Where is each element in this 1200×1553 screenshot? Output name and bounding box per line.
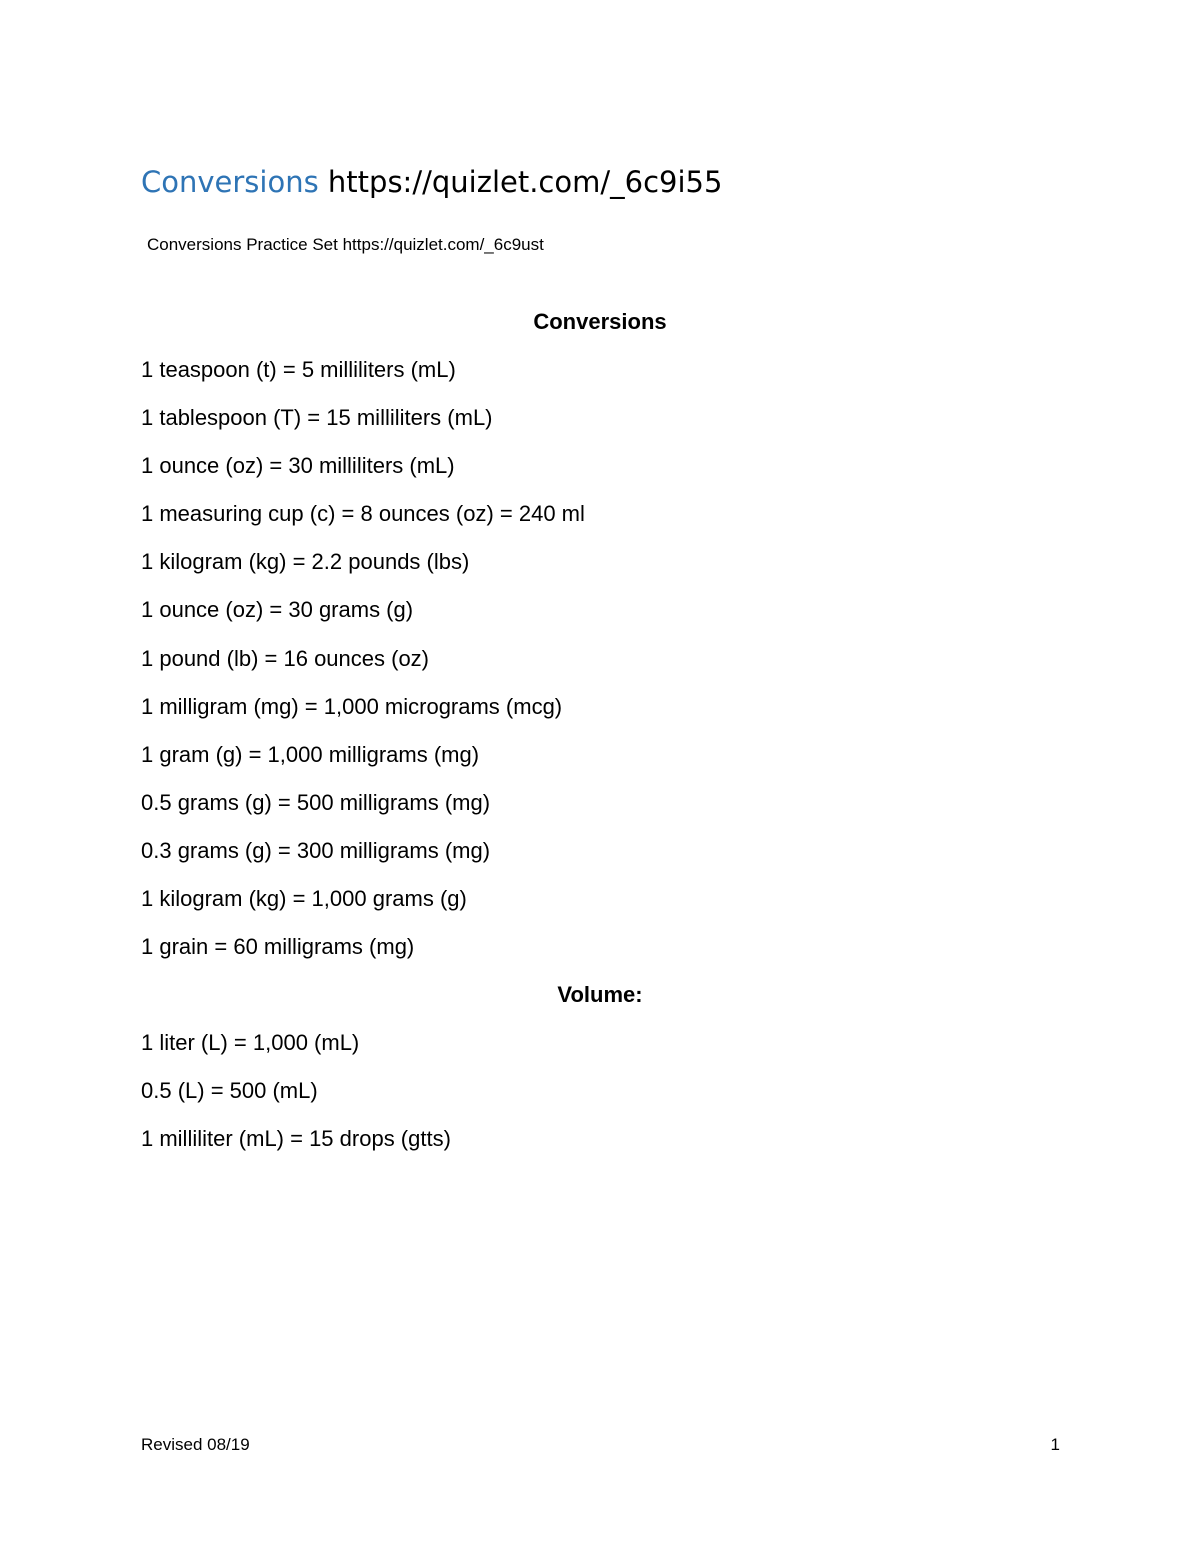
conversion-rule: 1 measuring cup (c) = 8 ounces (oz) = 240 ml xyxy=(141,501,585,526)
conversion-rule: 1 kilogram (kg) = 2.2 pounds (lbs) xyxy=(141,549,470,574)
volume-rule: 0.5 (L) = 500 (mL) xyxy=(141,1078,318,1103)
volume-rule: 1 liter (L) = 1,000 (mL) xyxy=(141,1030,360,1055)
conversion-rule: 1 tablespoon (T) = 15 milliliters (mL) xyxy=(141,405,493,430)
conversion-rule: 1 ounce (oz) = 30 grams (g) xyxy=(141,597,414,622)
document-heading xyxy=(141,162,722,202)
conversion-rule: 1 pound (lb) = 16 ounces (oz) xyxy=(141,646,430,671)
conversions-section-title: Conversions xyxy=(533,309,667,334)
conversion-rule: 0.3 grams (g) = 300 milligrams (mg) xyxy=(141,838,491,863)
volume-rule: 1 milliliter (mL) = 15 drops (gtts) xyxy=(141,1126,451,1151)
conversion-rule: 0.5 grams (g) = 500 milligrams (mg) xyxy=(141,790,491,815)
heading-url-link[interactable]: https://quizlet.com/_6c9i55 xyxy=(327,165,723,199)
footer-page-number: 1 xyxy=(1050,1435,1060,1454)
conversion-rule: 1 milligram (mg) = 1,000 micrograms (mcg) xyxy=(141,694,563,719)
practice-set-line: Conversions Practice Set https://quizlet.com/_6c9ust xyxy=(147,235,544,254)
conversion-rule: 1 ounce (oz) = 30 milliliters (mL) xyxy=(141,453,455,478)
heading-title: Conversions xyxy=(141,165,319,199)
conversion-rule: 1 gram (g) = 1,000 milligrams (mg) xyxy=(141,742,480,767)
conversion-rule: 1 kilogram (kg) = 1,000 grams (g) xyxy=(141,886,467,911)
conversion-rule: 1 teaspoon (t) = 5 milliliters (mL) xyxy=(141,357,456,382)
volume-section-title: Volume: xyxy=(557,982,643,1007)
footer-revised-date: Revised 08/19 xyxy=(141,1435,250,1454)
conversion-rule: 1 grain = 60 milligrams (mg) xyxy=(141,934,415,959)
